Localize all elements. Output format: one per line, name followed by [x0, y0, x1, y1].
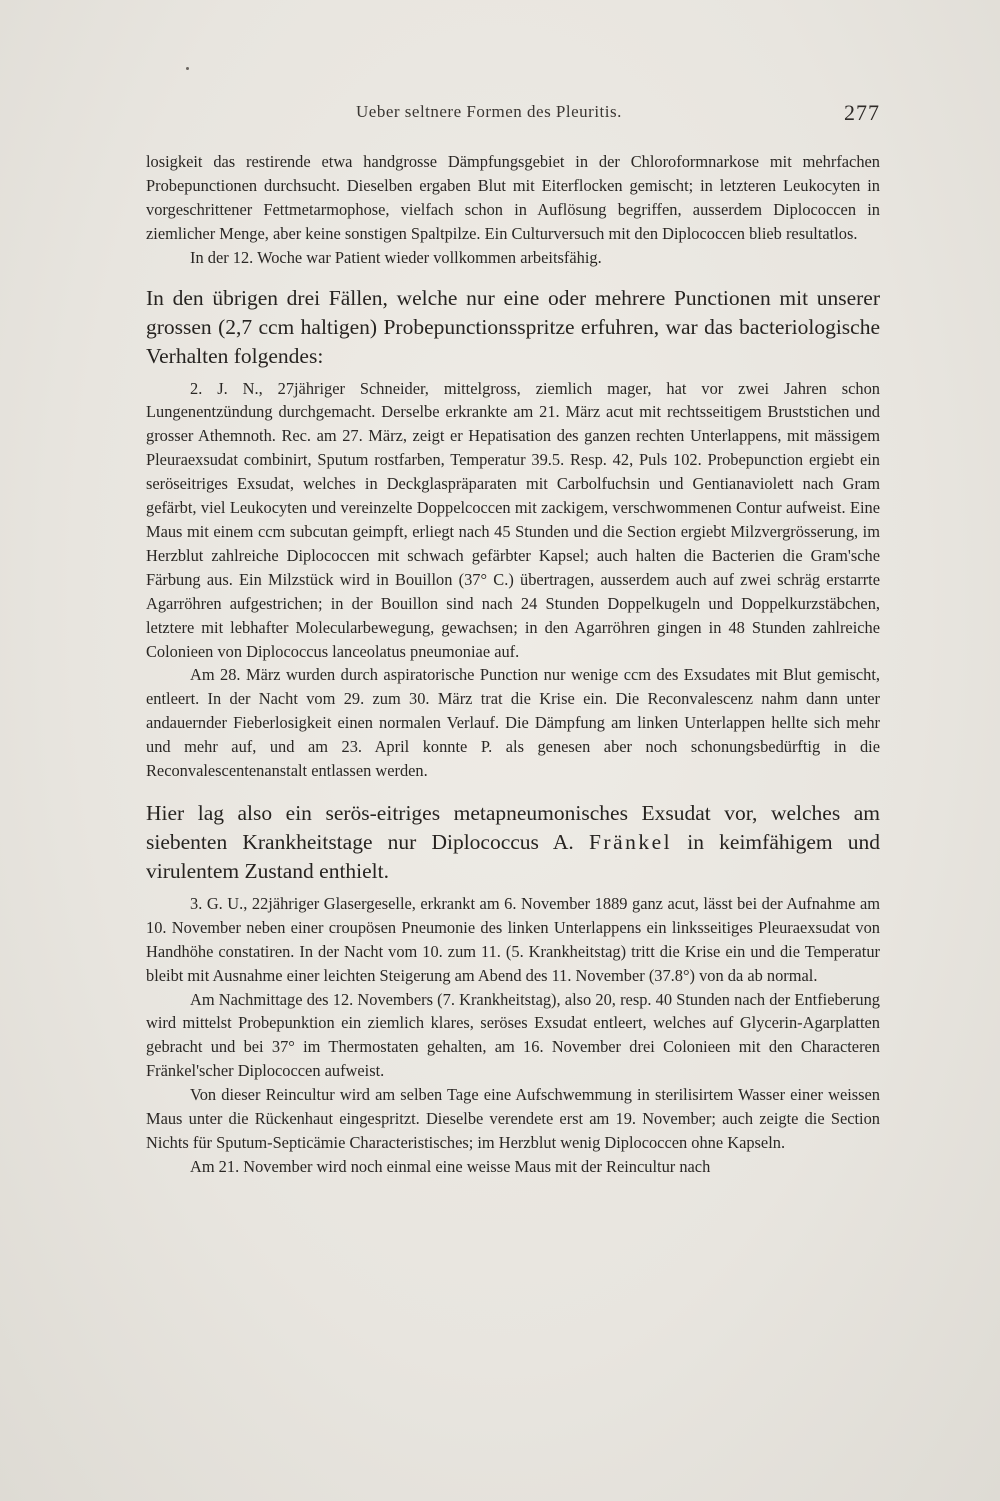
paragraph-recovery: In der 12. Woche war Patient wieder vollkommen arbeitsfähig. — [190, 247, 602, 267]
lead-summary-part-2: in keimfähigem und virulentem Zustand enthielt. — [146, 829, 881, 883]
paragraph-case-3-second-mouse: Am 21. November wird noch einmal eine weisse Maus mit der Reincultur nach — [190, 1156, 711, 1176]
page-number: 277 — [844, 100, 880, 125]
print-speck — [186, 67, 189, 70]
lead-summary-part-1: Hier lag also ein serös-eitriges metapneumonisches Exsudat vor, welches am siebenten Krankheitstage nur Diplococcus A. — [146, 800, 880, 854]
running-title: Ueber seltnere Formen des Pleuritis. — [356, 102, 622, 121]
body-text — [146, 150, 880, 1179]
paragraph-case-3-puncture: Am Nachmittage des 12. Novembers (7. Krankheitstag), also 20, resp. 40 Stunden nach der Entfieberung wird mittelst Probepunktion ein ziemlich klares, seröses Exsudat entleert, welches auf Glycerin-Agarplatten gebracht und bei 37° im Thermostaten gehalten, am 16. November drei Colonieen mit den Characteren Fränkel'scher Diplococcen aufweist. — [146, 989, 880, 1081]
page-header — [146, 100, 880, 130]
lead-paragraph-summary — [146, 799, 880, 886]
lead-summary-name: Fränkel — [588, 829, 673, 854]
paragraph-case-3: 3. G. U., 22jähriger Glasergeselle, erkrankt am 6. November 1889 ganz acut, lässt bei der Aufnahme am 10. November neben einer croupösen Pneumonie des linken Unterlappens ein linksseitiges Pleuraexsudat von Handhöhe constatiren. In der Nacht vom 10. zum 11. (5. Krankheitstag) tritt die Krise ein und die Temperatur bleibt mit Ausnahme einer leichten Steigerung am Abend des 11. November (37.8°) von da ab normal. — [146, 893, 880, 985]
paragraph-case-3-mouse: Von dieser Reincultur wird am selben Tage eine Aufschwemmung in sterilisirtem Wasser einer weissen Maus unter die Rückenhaut eingespritzt. Dieselbe verendete erst am 19. November; auch zeigte die Section Nichts für Sputum-Septicämie Characteristisches; im Herzblut wenig Diplococcen ohne Kapseln. — [146, 1085, 880, 1152]
paragraph-case-2-course: Am 28. März wurden durch aspiratorische Punction nur wenige ccm des Exsudates mit Blut gemischt, entleert. In der Nacht vom 29. zum 30. März trat die Krise ein. Die Reconvalescenz nahm dann unter andauernder Fieberlosigkeit einen normalen Verlauf. Die Dämpfung am linken Unterlappen hellte sich mehr und mehr auf, und am 23. April konnte P. als genesen aber noch schonungsbedürftig in die Reconvalescentenanstalt entlassen werden. — [146, 665, 880, 781]
lead-paragraph-other-cases: In den übrigen drei Fällen, welche nur eine oder mehrere Punctionen mit unserer grossen (2,7 ccm haltigen) Probepunctionsspritze erfuhren, war das bacteriologische Verhalten folgendes: — [146, 285, 880, 368]
paragraph-continuation: losigkeit das restirende etwa handgrosse Dämpfungsgebiet in der Chloroformnarkose mit mehrfachen Probepunctionen durchsucht. Dieselben ergaben Blut mit Eiterflocken gemischt; in letzteren Leukocyten in vorgeschrittener Fettmetarmophose, vielfach schon in Auflösung begriffen, ausserdem Diplococcen in ziemlicher Menge, aber keine sonstigen Spaltpilze. Ein Culturversuch mit den Diplococcen blieb resultatlos. — [146, 152, 880, 243]
paragraph-case-2: 2. J. N., 27jähriger Schneider, mittelgross, ziemlich mager, hat vor zwei Jahren schon Lungenentzündung durchgemacht. Derselbe erkrankte am 21. März acut mit rechtsseitigem Bruststichen und grosser Athemnoth. Rec. am 27. März, zeigt er Hepatisation des ganzen rechten Unterlappens, mit mässigem Pleuraexsudat combinirt, Sputum rostfarben, Temperatur 39.5. Resp. 42, Puls 102. Probepunction ergiebt ein seröseitriges Exsudat, welches in Deckglaspräparaten mit Carbolfuchsin und Gentianaviolett nach Gram gefärbt, viel Leukocyten und vereinzelte Doppelcoccen mit zackigem, verschwommenen Contur aufweist. Eine Maus mit einem ccm subcutan geimpft, erliegt nach 45 Stunden und die Section ergiebt Milzvergrösserung, im Herzblut zahlreiche Diplococcen mit schwach gefärbter Kapsel; auch halten die Bacterien die Gram'sche Färbung aus. Ein Milzstück wird in Bouillon (37° C.) übertragen, ausserdem auch auf zwei schräg erstarrte Agarröhren aufgestrichen; in der Bouillon sind nach 24 Stunden Doppelkugeln und Doppelkurzstäbchen, letztere mit lebhafter Molecularbewegung, gewachsen; in den Agarröhren gingen in 48 Stunden zahlreiche Colonieen von Diplococcus lanceolatus pneumoniae auf. — [146, 378, 880, 661]
